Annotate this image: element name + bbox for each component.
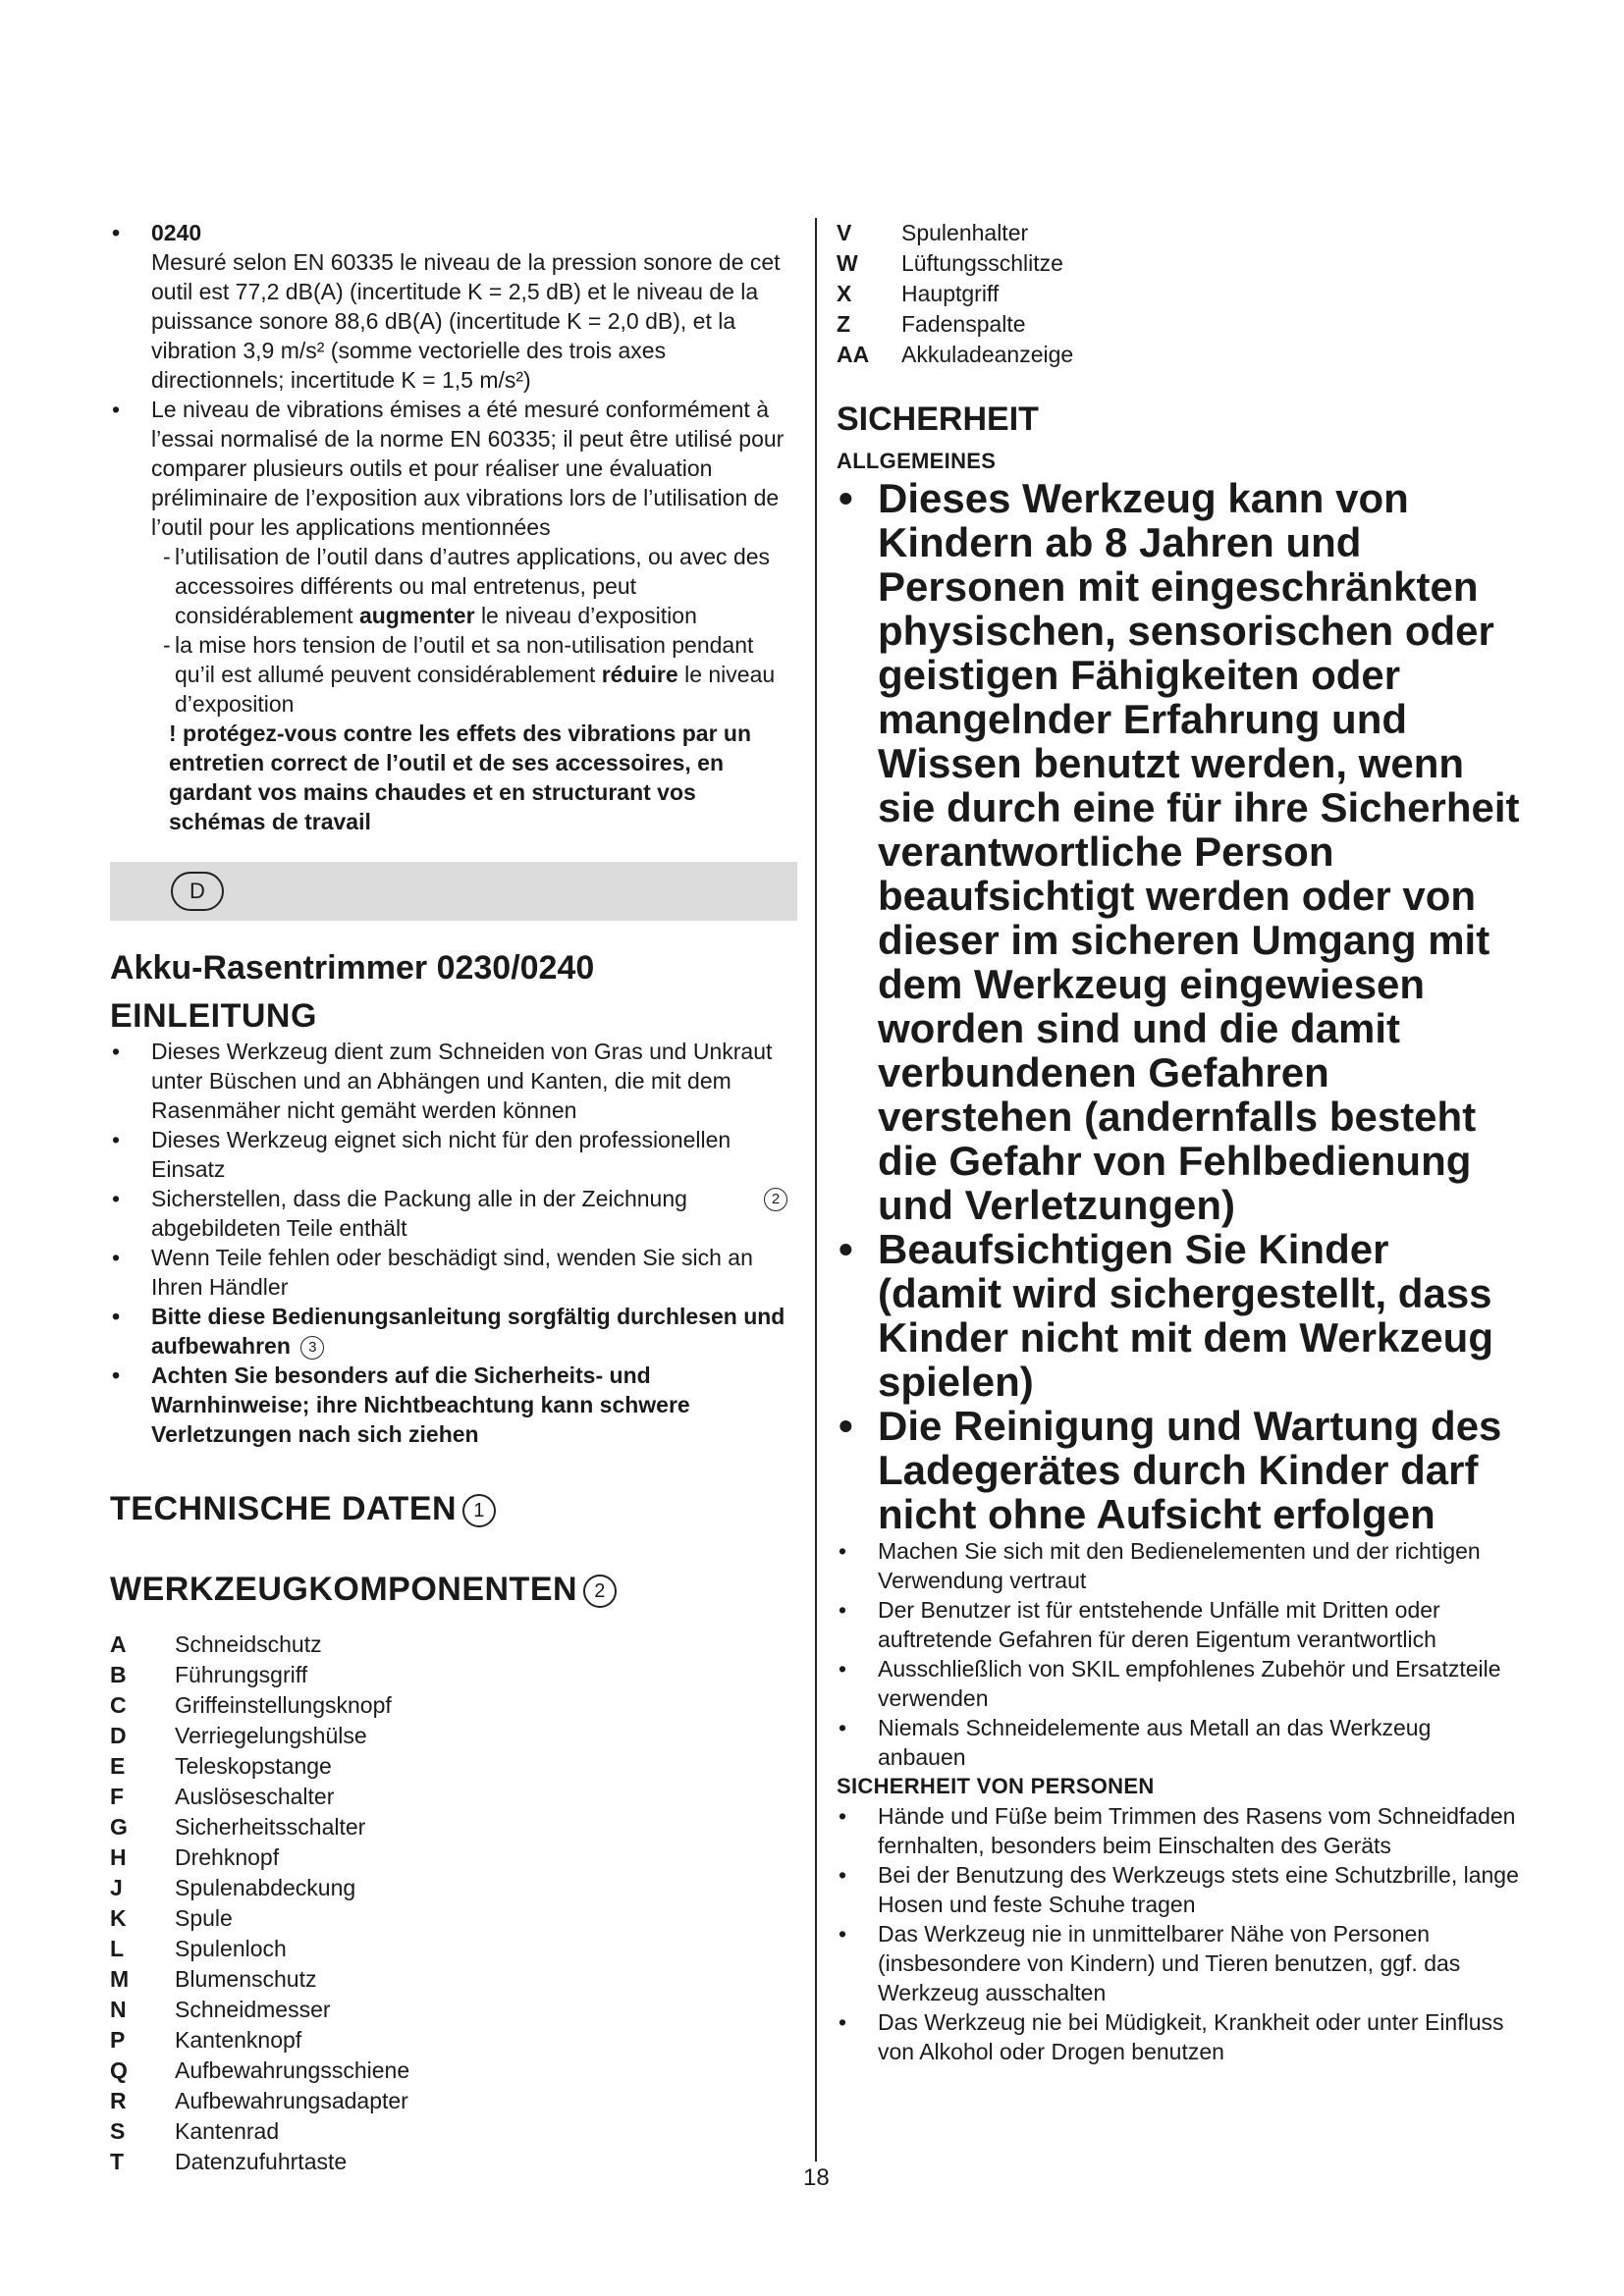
intro-bullet: • Dieses Werkzeug eignet sich nicht für den professionellen Einsatz xyxy=(110,1125,797,1184)
figure-ref-icon: 2 xyxy=(583,1575,617,1608)
component-row: AA Akkuladeanzeige xyxy=(837,342,1074,367)
component-row: T Datenzufuhrtaste xyxy=(110,2149,348,2174)
persons-safety-bullet: • Das Werkzeug nie in unmittelbarer Nähe von Personen (insbesondere von Kindern) und Tieren benutzen, ggf. das Werkzeug ausschalten xyxy=(837,1919,1524,2007)
intro-bold-bullet-warnings: • Achten Sie besonders auf die Sicherheits- und Warnhinweise; ihre Nichtbeachtung kann schwere Verletzungen nach sich ziehen xyxy=(110,1361,797,1449)
component-row: J Spulenabdeckung xyxy=(110,1875,356,1900)
safety-big-bullet: • Beaufsichtigen Sie Kinder (damit wird sichergestellt, dass Kinder nicht mit dem Werkzeug spielen) xyxy=(837,1227,1524,1404)
figure-ref-icon: 1 xyxy=(462,1494,496,1527)
component-row: G Sicherheitsschalter xyxy=(110,1814,366,1840)
general-safety-bullet: • Der Benutzer ist für entstehende Unfälle mit Dritten oder auftretende Gefahren für deren Eigentum verantwortlich xyxy=(837,1595,1524,1654)
figure-ref-icon: 3 xyxy=(300,1336,324,1360)
component-row: Z Fadenspalte xyxy=(837,311,1026,337)
component-row: M Blumenschutz xyxy=(110,1966,317,1992)
product-title: Akku-Rasentrimmer 0230/0240 xyxy=(110,949,595,987)
persons-safety-bullet: • Hände und Füße beim Trimmen des Rasens vom Schneidfaden fernhalten, besonders beim Einschalten des Geräts xyxy=(837,1801,1524,1860)
noise-measurement-text: Mesuré selon EN 60335 le niveau de la pression sonore de cet outil est 77,2 dB(A) (incertitude K = 2,5 dB) et le niveau de la puissance sonore 88,6 dB(A) (incertitude K = 2,0 dB), et la vibration 3,9 m/s² (somme vectorielle des trois axes directionnels; incertitude K = 1,5 m/s²) xyxy=(151,249,781,393)
component-row: P Kantenknopf xyxy=(110,2027,302,2053)
general-safety-bullet: • Machen Sie sich mit den Bedienelementen und der richtigen Verwendung vertraut xyxy=(837,1536,1524,1595)
vibration-increase-note: - l’utilisation de l’outil dans d’autres applications, ou avec des accessoires différents ou mal entretenus, peut considérablement augmenter le niveau d’exposition xyxy=(110,542,797,630)
component-row: X Hauptgriff xyxy=(837,281,1000,306)
persons-safety-subheading: SICHERHEIT VON PERSONEN xyxy=(837,1774,1155,1798)
components-list xyxy=(110,1629,797,2177)
component-row: D Verriegelungshülse xyxy=(110,1723,367,1748)
persons-safety-bullet: • Das Werkzeug nie bei Müdigkeit, Krankheit oder unter Einfluss von Alkohol oder Drogen benutzen xyxy=(837,2007,1524,2066)
component-row: R Aufbewahrungsadapter xyxy=(110,2088,408,2113)
safety-big-bullet: • Die Reinigung und Wartung des Ladegerätes durch Kinder darf nicht ohne Aufsicht erfolgen xyxy=(837,1404,1524,1536)
safety-big-bullet: • Dieses Werkzeug kann von Kindern ab 8 Jahren und Personen mit eingeschränkten physischen, sensorischen oder geistigen Fähigkeiten oder mangelnder Erfahrung und Wissen benutzt werden, wenn sie durch eine für ihre Sicherheit verantwortliche Person beaufsichtigt werden oder von dieser im sicheren Umgang mit dem Werkzeug eingewiesen worden sind und die damit verbundenen Gefahren verstehen (andernfalls besteht die Gefahr von Fehlbedienung und Verletzungen) xyxy=(837,476,1524,1227)
component-row: Q Aufbewahrungsschiene xyxy=(110,2057,410,2083)
component-row: W Lüftungsschlitze xyxy=(837,250,1063,276)
component-row: L Spulenloch xyxy=(110,1936,287,1961)
column-divider xyxy=(815,218,817,2162)
safety-heading: SICHERHEIT xyxy=(837,400,1039,438)
figure-ref-icon: 2 xyxy=(764,1188,787,1211)
language-code-badge: D xyxy=(171,872,224,911)
model-0240-label: • 0240 xyxy=(110,218,797,247)
intro-bullet: • Dieses Werkzeug dient zum Schneiden von Gras und Unkraut unter Büschen und an Abhängen und Kanten, die mit dem Rasenmäher nicht gemäht werden können xyxy=(110,1037,797,1125)
vibration-reduce-note: - la mise hors tension de l’outil et sa non-utilisation pendant qu’il est allumé peuvent considérablement réduire le niveau d’exposition xyxy=(110,630,797,719)
component-row: S Kantenrad xyxy=(110,2118,280,2144)
general-safety-bullet: • Niemals Schneidelemente aus Metall an das Werkzeug anbauen xyxy=(837,1713,1524,1772)
component-row: V Spulenhalter xyxy=(837,220,1029,245)
component-row: F Auslöseschalter xyxy=(110,1784,335,1809)
component-row: K Spule xyxy=(110,1905,233,1931)
component-row: C Griffeinstellungsknopf xyxy=(110,1692,392,1718)
component-row: E Teleskopstange xyxy=(110,1753,332,1779)
persons-safety-bullet: • Bei der Benutzung des Werkzeugs stets eine Schutzbrille, lange Hosen und feste Schuhe tragen xyxy=(837,1860,1524,1919)
intro-bold-bullet-read: • Bitte diese Bedienungsanleitung sorgfältig durchlesen und aufbewahren 3 xyxy=(110,1302,797,1361)
right-column xyxy=(837,218,1524,2066)
intro-bullet: • Wenn Teile fehlen oder beschädigt sind, wenden Sie sich an Ihren Händler xyxy=(110,1243,797,1302)
tech-data-heading: TECHNISCHE DATEN 1 xyxy=(110,1488,797,1529)
component-row: A Schneidschutz xyxy=(110,1631,322,1657)
vibration-protect-warning: ! protégez-vous contre les effets des vibrations par un entretien correct de l’outil et de ses accessoires, en gardant vos mains chaudes et en structurant vos schémas de travail xyxy=(169,721,752,834)
component-row: B Führungsgriff xyxy=(110,1662,308,1687)
component-row: H Drehknopf xyxy=(110,1844,280,1870)
intro-heading: EINLEITUNG xyxy=(110,997,317,1035)
general-safety-bullet: • Ausschließlich von SKIL empfohlenes Zubehör und Ersatzteile verwenden xyxy=(837,1654,1524,1713)
vibration-bullet: • Le niveau de vibrations émises a été mesuré conformément à l’essai normalisé de la norme EN 60335; il peut être utilisé pour comparer plusieurs outils et pour réaliser une évaluation préliminaire de l’exposition aux vibrations lors de l’utilisation de l’outil pour les applications mentionnées xyxy=(110,395,797,542)
left-column xyxy=(110,218,797,2177)
component-row: N Schneidmesser xyxy=(110,1997,331,2022)
page-number: 18 xyxy=(803,2164,830,2191)
components-heading: WERKZEUGKOMPONENTEN 2 xyxy=(110,1569,797,1610)
language-bar xyxy=(110,862,797,921)
intro-bullet-packing: • Sicherstellen, dass die Packung alle in der Zeichnung abgebildeten Teile enthält 2 xyxy=(110,1184,797,1243)
general-subheading: ALLGEMEINES xyxy=(837,449,997,473)
